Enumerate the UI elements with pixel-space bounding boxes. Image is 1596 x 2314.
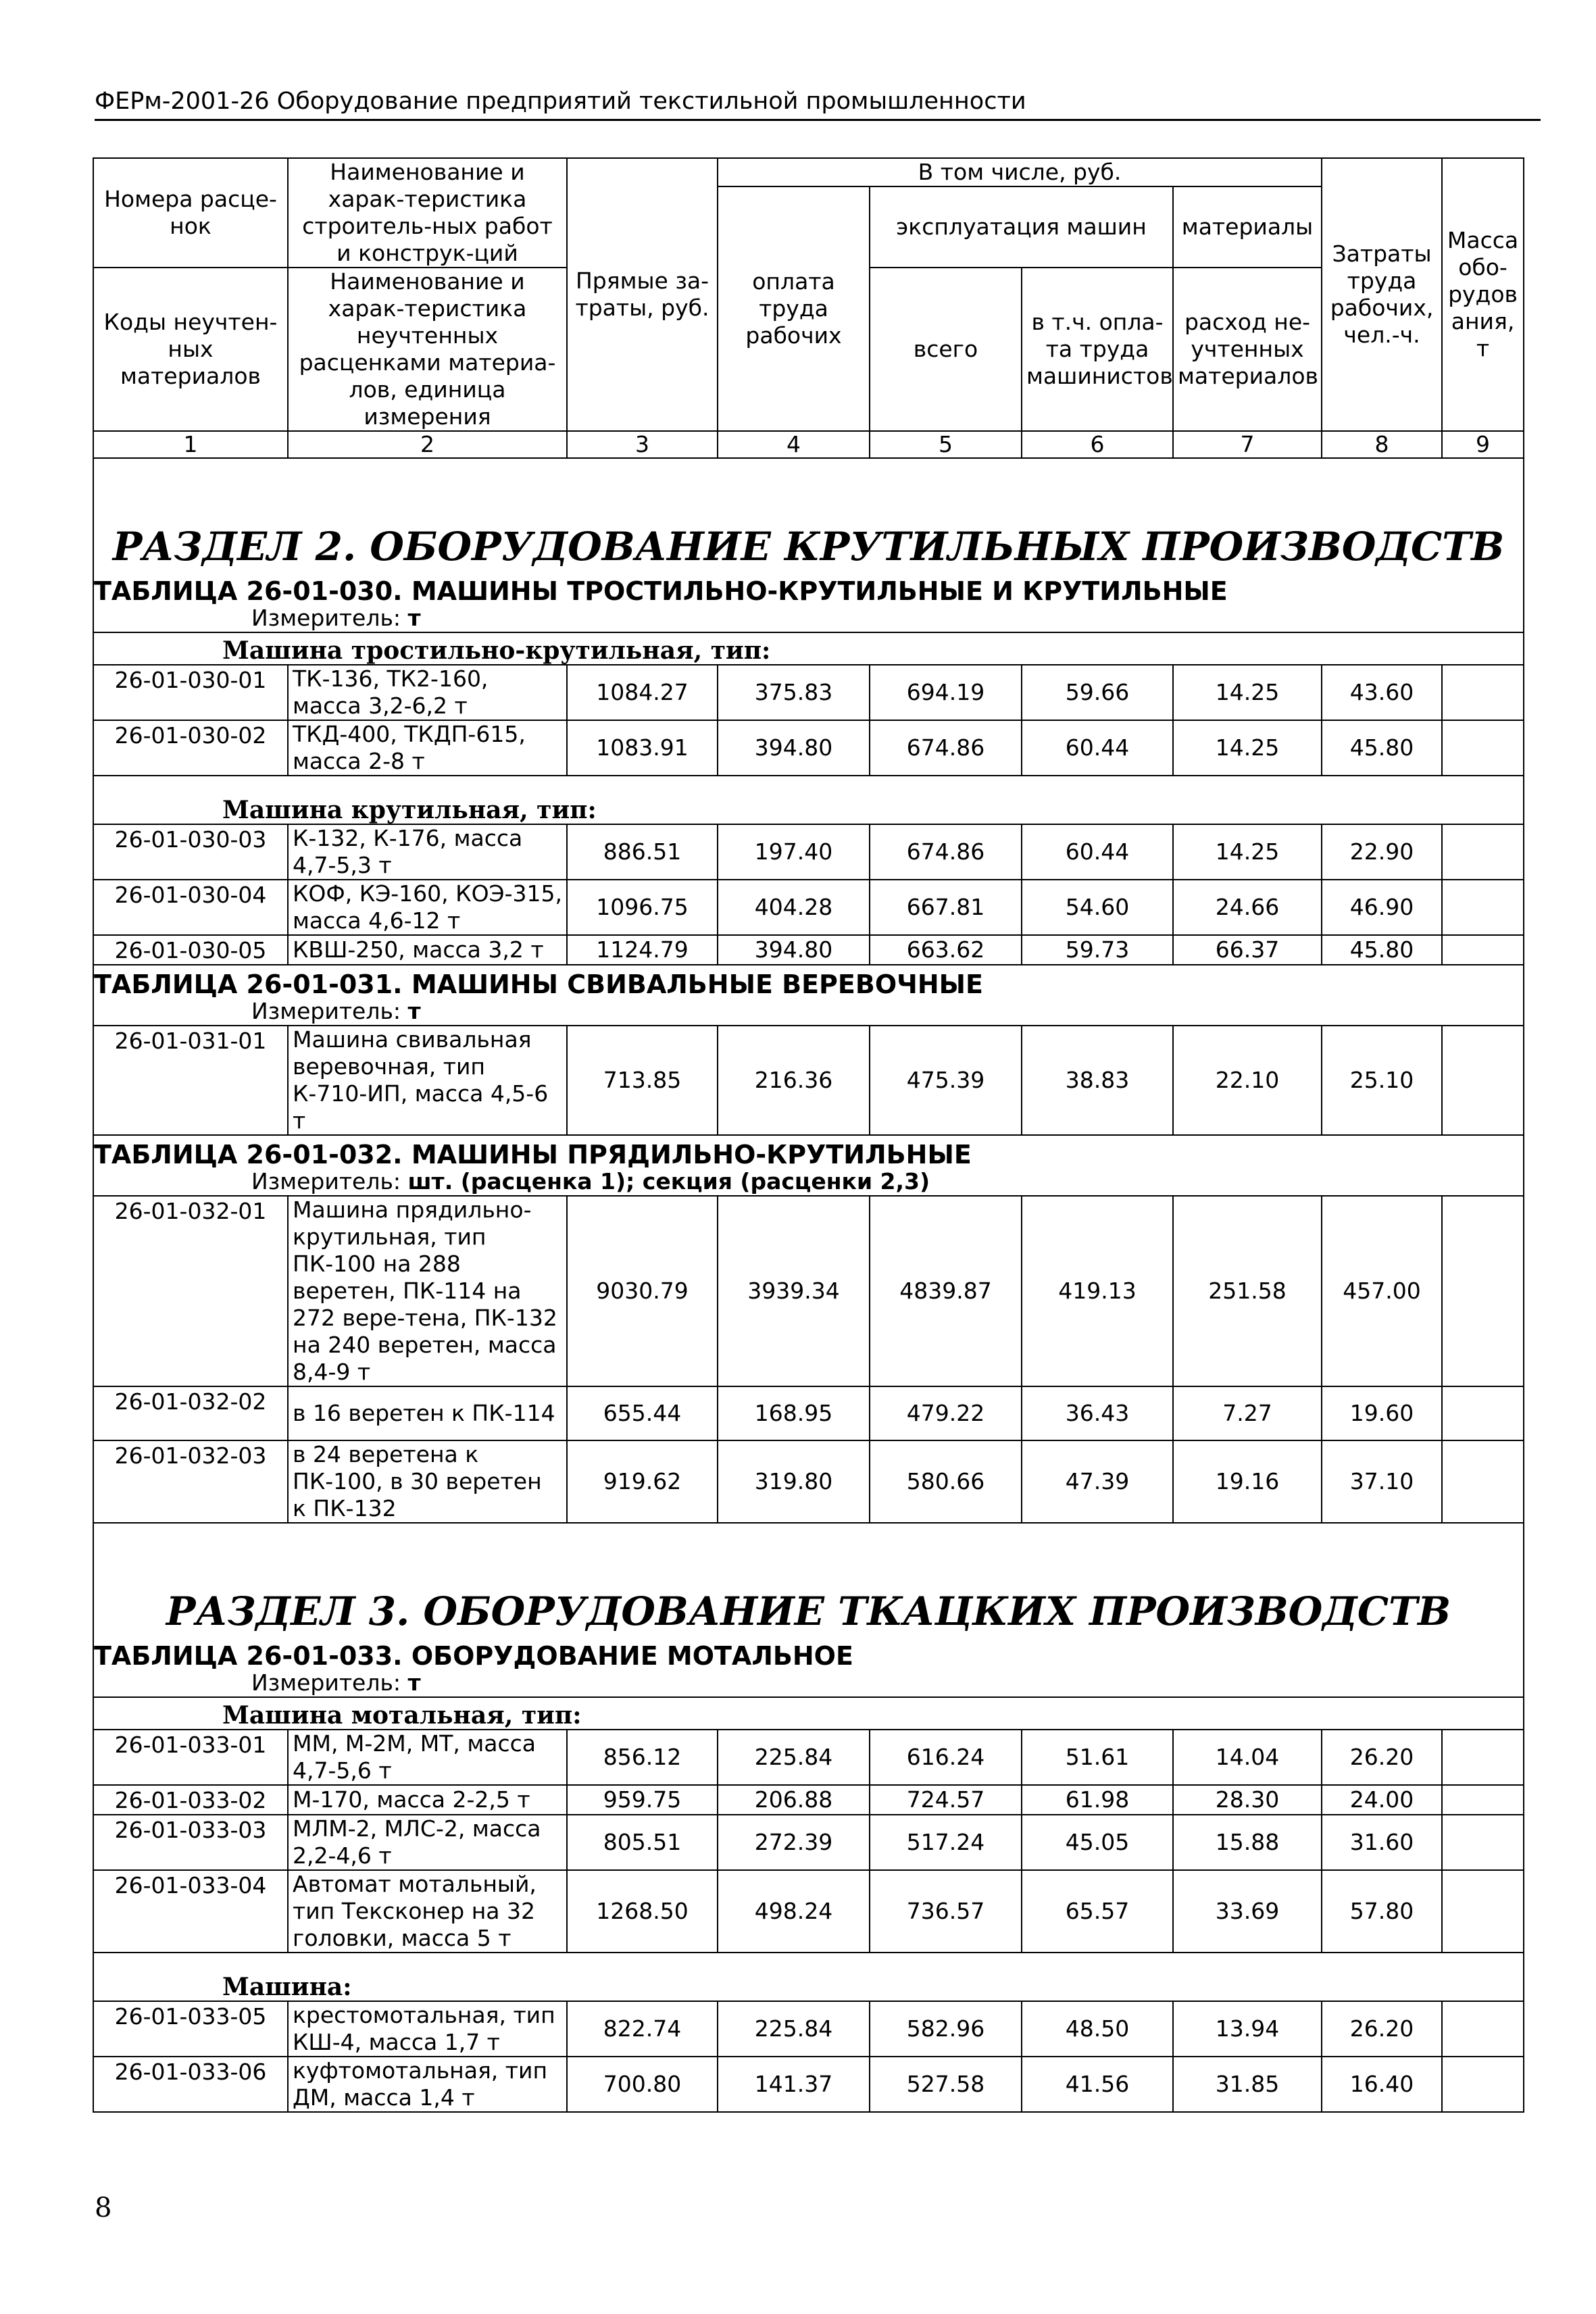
table-title: ТАБЛИЦА 26-01-030. МАШИНЫ ТРОСТИЛЬНО-КРУТИЛЬНЫЕ И КРУТИЛЬНЫЕ (93, 572, 1524, 605)
materials-cost: 14.04 (1173, 1730, 1322, 1785)
col2-top-header: Наименование и харак-теристика строитель-ных работ и конструк-ций (288, 158, 567, 268)
row-code: 26-01-030-04 (93, 880, 288, 935)
col6-header: в т.ч. опла-та труда машинистов (1022, 268, 1173, 431)
machines-total: 674.86 (870, 720, 1022, 776)
materials-cost: 14.25 (1173, 824, 1322, 880)
row-name: МЛМ-2, МЛС-2, масса 2,2-4,6 т (288, 1815, 567, 1870)
machinist-pay: 59.73 (1022, 935, 1173, 965)
row-code: 26-01-030-05 (93, 935, 288, 965)
row-name: ММ, М-2М, МТ, масса 4,7-5,6 т (288, 1730, 567, 1785)
materials-cost: 14.25 (1173, 720, 1322, 776)
machines-total: 580.66 (870, 1440, 1022, 1523)
group-title: Машина крутильная, тип: (93, 776, 1524, 824)
row-code: 26-01-032-01 (93, 1196, 288, 1386)
col4-header: оплата труда рабочих (718, 186, 870, 431)
labor-pay: 197.40 (718, 824, 870, 880)
group-title: Машина тростильно-крутильная, тип: (93, 632, 1524, 665)
row-code: 26-01-030-02 (93, 720, 288, 776)
col-number: 7 (1173, 431, 1322, 458)
col5-header: всего (870, 268, 1022, 431)
machinist-pay: 60.44 (1022, 720, 1173, 776)
materials-cost: 251.58 (1173, 1196, 1322, 1386)
table-row (93, 1386, 1524, 1440)
machinist-pay: 419.13 (1022, 1196, 1173, 1386)
materials-cost: 66.37 (1173, 935, 1322, 965)
equipment-mass (1442, 824, 1524, 880)
row-code: 26-01-032-03 (93, 1440, 288, 1523)
col7-header: расход не-учтенных материалов (1173, 268, 1322, 431)
col1-top-header: Номера расце-нок (93, 158, 288, 268)
labor-pay: 394.80 (718, 935, 870, 965)
row-name: куфтомотальная, тип ДМ, масса 1,4 т (288, 2057, 567, 2112)
col-number: 4 (718, 431, 870, 458)
direct-costs: 655.44 (567, 1386, 718, 1440)
materials-cost: 19.16 (1173, 1440, 1322, 1523)
row-code: 26-01-030-03 (93, 824, 288, 880)
equipment-mass (1442, 2001, 1524, 2057)
row-code: 26-01-033-01 (93, 1730, 288, 1785)
machines-total: 479.22 (870, 1386, 1022, 1440)
machinist-pay: 45.05 (1022, 1815, 1173, 1870)
labor-hours: 457.00 (1322, 1196, 1442, 1386)
row-code: 26-01-033-04 (93, 1870, 288, 1953)
col9-header: Масса обо-рудов ания, т (1442, 158, 1524, 431)
machinist-pay: 41.56 (1022, 2057, 1173, 2112)
section-title: РАЗДЕЛ 3. ОБОРУДОВАНИЕ ТКАЦКИХ ПРОИЗВОДСТВ (93, 1523, 1524, 1637)
machinist-pay: 65.57 (1022, 1870, 1173, 1953)
labor-pay: 225.84 (718, 1730, 870, 1785)
direct-costs: 1096.75 (567, 880, 718, 935)
labor-hours: 26.20 (1322, 1730, 1442, 1785)
labor-hours: 31.60 (1322, 1815, 1442, 1870)
machines-total: 582.96 (870, 2001, 1022, 2057)
direct-costs: 1124.79 (567, 935, 718, 965)
row-code: 26-01-033-05 (93, 2001, 288, 2057)
table-row (93, 880, 1524, 935)
col-number: 9 (1442, 431, 1524, 458)
col-number: 5 (870, 431, 1022, 458)
labor-pay: 404.28 (718, 880, 870, 935)
table-row (93, 1870, 1524, 1953)
row-code: 26-01-032-02 (93, 1386, 288, 1440)
row-name: М-170, масса 2-2,5 т (288, 1785, 567, 1815)
row-name: КВШ-250, масса 3,2 т (288, 935, 567, 965)
table-row (93, 1196, 1524, 1386)
labor-pay: 216.36 (718, 1026, 870, 1135)
col-number: 1 (93, 431, 288, 458)
materials-cost: 13.94 (1173, 2001, 1322, 2057)
machines-total: 475.39 (870, 1026, 1022, 1135)
labor-hours: 45.80 (1322, 935, 1442, 965)
row-code: 26-01-033-03 (93, 1815, 288, 1870)
machinist-pay: 54.60 (1022, 880, 1173, 935)
col-number: 3 (567, 431, 718, 458)
direct-costs: 1083.91 (567, 720, 718, 776)
machines-total: 517.24 (870, 1815, 1022, 1870)
direct-costs: 805.51 (567, 1815, 718, 1870)
col-number: 2 (288, 431, 567, 458)
labor-hours: 43.60 (1322, 665, 1442, 720)
col-number: 6 (1022, 431, 1173, 458)
machines-total: 724.57 (870, 1785, 1022, 1815)
direct-costs: 700.80 (567, 2057, 718, 2112)
col3-header: Прямые за-траты, руб. (567, 158, 718, 431)
group-title: Машина мотальная, тип: (93, 1697, 1524, 1730)
labor-pay: 141.37 (718, 2057, 870, 2112)
table-row (93, 1026, 1524, 1135)
labor-pay: 375.83 (718, 665, 870, 720)
exploit-header: эксплуатация машин (870, 186, 1173, 268)
machinist-pay: 38.83 (1022, 1026, 1173, 1135)
table-row (93, 2057, 1524, 2112)
labor-hours: 45.80 (1322, 720, 1442, 776)
table-row (93, 1440, 1524, 1523)
labor-hours: 22.90 (1322, 824, 1442, 880)
section-title: РАЗДЕЛ 2. ОБОРУДОВАНИЕ КРУТИЛЬНЫХ ПРОИЗВОДСТВ (93, 458, 1524, 572)
machines-total: 694.19 (870, 665, 1022, 720)
col8-header: Затраты труда рабочих, чел.-ч. (1322, 158, 1442, 431)
direct-costs: 1084.27 (567, 665, 718, 720)
measure-line: Измеритель: т (93, 1669, 1524, 1697)
row-name: К-132, К-176, масса 4,7-5,3 т (288, 824, 567, 880)
direct-costs: 959.75 (567, 1785, 718, 1815)
machines-total: 616.24 (870, 1730, 1022, 1785)
row-code: 26-01-031-01 (93, 1026, 288, 1135)
labor-hours: 46.90 (1322, 880, 1442, 935)
row-name: Автомат мотальный, тип Тексконер на 32 головки, масса 5 т (288, 1870, 567, 1953)
table-row (93, 1785, 1524, 1815)
equipment-mass (1442, 880, 1524, 935)
labor-hours: 37.10 (1322, 1440, 1442, 1523)
machines-total: 663.62 (870, 935, 1022, 965)
table-row (93, 1815, 1524, 1870)
labor-pay: 319.80 (718, 1440, 870, 1523)
equipment-mass (1442, 935, 1524, 965)
equipment-mass (1442, 1196, 1524, 1386)
equipment-mass (1442, 1870, 1524, 1953)
table-row (93, 935, 1524, 965)
materials-cost: 33.69 (1173, 1870, 1322, 1953)
labor-hours: 57.80 (1322, 1870, 1442, 1953)
equipment-mass (1442, 1440, 1524, 1523)
direct-costs: 9030.79 (567, 1196, 718, 1386)
machines-total: 667.81 (870, 880, 1022, 935)
machines-total: 736.57 (870, 1870, 1022, 1953)
price-table (93, 157, 1524, 2113)
materials-cost: 24.66 (1173, 880, 1322, 935)
table-row (93, 824, 1524, 880)
direct-costs: 713.85 (567, 1026, 718, 1135)
equipment-mass (1442, 2057, 1524, 2112)
direct-costs: 1268.50 (567, 1870, 718, 1953)
row-code: 26-01-030-01 (93, 665, 288, 720)
machinist-pay: 51.61 (1022, 1730, 1173, 1785)
row-name: Машина прядильно-крутильная, тип ПК-100 на 288 веретен, ПК-114 на 272 вере-тена, ПК-132 на 240 веретен, масса 8,4-9 т (288, 1196, 567, 1386)
machinist-pay: 59.66 (1022, 665, 1173, 720)
equipment-mass (1442, 720, 1524, 776)
direct-costs: 886.51 (567, 824, 718, 880)
labor-pay: 225.84 (718, 2001, 870, 2057)
labor-pay: 498.24 (718, 1870, 870, 1953)
row-name: в 16 веретен к ПК-114 (288, 1386, 567, 1440)
table-title: ТАБЛИЦА 26-01-032. МАШИНЫ ПРЯДИЛЬНО-КРУТИЛЬНЫЕ (93, 1135, 1524, 1168)
table-row (93, 720, 1524, 776)
table-title: ТАБЛИЦА 26-01-031. МАШИНЫ СВИВАЛЬНЫЕ ВЕРЕВОЧНЫЕ (93, 965, 1524, 998)
materials-cost: 22.10 (1173, 1026, 1322, 1135)
page-number: 8 (95, 2192, 112, 2223)
materials-cost: 7.27 (1173, 1386, 1322, 1440)
direct-costs: 919.62 (567, 1440, 718, 1523)
machinist-pay: 48.50 (1022, 2001, 1173, 2057)
measure-line: Измеритель: т (93, 605, 1524, 632)
col-number: 8 (1322, 431, 1442, 458)
table-row (93, 665, 1524, 720)
row-name: Машина свивальная веревочная, тип К-710-ИП, масса 4,5-6 т (288, 1026, 567, 1135)
equipment-mass (1442, 665, 1524, 720)
table-title: ТАБЛИЦА 26-01-033. ОБОРУДОВАНИЕ МОТАЛЬНОЕ (93, 1637, 1524, 1669)
row-code: 26-01-033-06 (93, 2057, 288, 2112)
machines-total: 4839.87 (870, 1196, 1022, 1386)
labor-pay: 168.95 (718, 1386, 870, 1440)
row-name: ТКД-400, ТКДП-615, масса 2-8 т (288, 720, 567, 776)
machines-total: 527.58 (870, 2057, 1022, 2112)
row-name: КОФ, КЭ-160, КОЭ-315, масса 4,6-12 т (288, 880, 567, 935)
table-row (93, 1730, 1524, 1785)
incl-header: В том числе, руб. (718, 158, 1322, 186)
equipment-mass (1442, 1785, 1524, 1815)
page-header: ФЕРм-2001-26 Оборудование предприятий текстильной промышленности (95, 88, 1541, 121)
row-name: в 24 веретена к ПК-100, в 30 веретен к ПК-132 (288, 1440, 567, 1523)
row-name: крестомотальная, тип КШ-4, масса 1,7 т (288, 2001, 567, 2057)
machinist-pay: 47.39 (1022, 1440, 1173, 1523)
direct-costs: 822.74 (567, 2001, 718, 2057)
labor-pay: 272.39 (718, 1815, 870, 1870)
materials-cost: 28.30 (1173, 1785, 1322, 1815)
labor-hours: 19.60 (1322, 1386, 1442, 1440)
labor-pay: 3939.34 (718, 1196, 870, 1386)
col2-bottom-header: Наименование и харак-теристика неучтенных расценками материа-лов, единица измерения (288, 268, 567, 431)
labor-pay: 206.88 (718, 1785, 870, 1815)
machinist-pay: 36.43 (1022, 1386, 1173, 1440)
col1-bottom-header: Коды неучтен-ных материалов (93, 268, 288, 431)
materials-header: материалы (1173, 186, 1322, 268)
materials-cost: 15.88 (1173, 1815, 1322, 1870)
labor-hours: 26.20 (1322, 2001, 1442, 2057)
labor-pay: 394.80 (718, 720, 870, 776)
group-title: Машина: (93, 1953, 1524, 2001)
labor-hours: 25.10 (1322, 1026, 1442, 1135)
labor-hours: 24.00 (1322, 1785, 1442, 1815)
machinist-pay: 61.98 (1022, 1785, 1173, 1815)
materials-cost: 14.25 (1173, 665, 1322, 720)
materials-cost: 31.85 (1173, 2057, 1322, 2112)
equipment-mass (1442, 1815, 1524, 1870)
machinist-pay: 60.44 (1022, 824, 1173, 880)
equipment-mass (1442, 1386, 1524, 1440)
table-row (93, 2001, 1524, 2057)
measure-line: Измеритель: т (93, 998, 1524, 1026)
measure-line: Измеритель: шт. (расценка 1); секция (расценки 2,3) (93, 1168, 1524, 1196)
equipment-mass (1442, 1730, 1524, 1785)
equipment-mass (1442, 1026, 1524, 1135)
direct-costs: 856.12 (567, 1730, 718, 1785)
labor-hours: 16.40 (1322, 2057, 1442, 2112)
row-code: 26-01-033-02 (93, 1785, 288, 1815)
row-name: ТК-136, ТК2-160, масса 3,2-6,2 т (288, 665, 567, 720)
machines-total: 674.86 (870, 824, 1022, 880)
